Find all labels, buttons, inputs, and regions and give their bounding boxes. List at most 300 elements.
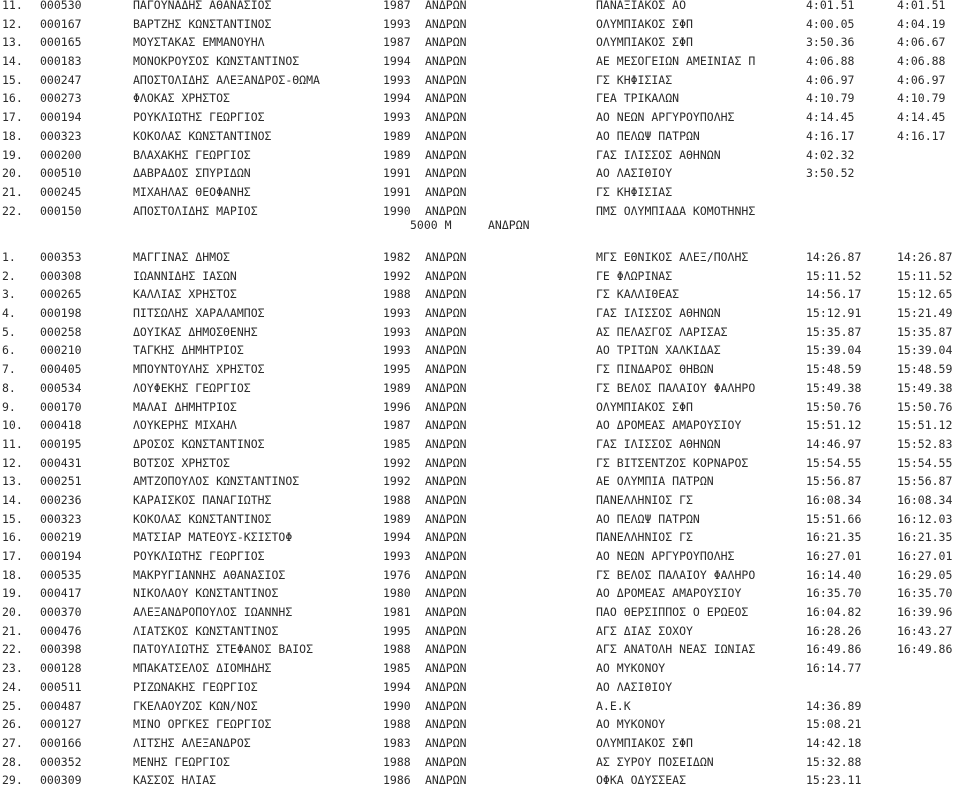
athlete-name: ΛΙΑΤΣΚΟΣ ΚΩΝΣΤΑΝΤΙΝΟΣ <box>133 623 279 638</box>
result-row <box>0 127 960 146</box>
athlete-code: 000309 <box>40 773 82 788</box>
athlete-name: ΜΟΥΣΤΑΚΑΣ ΕΜΜΑΝΟΥΗΛ <box>133 35 265 50</box>
birth-year: 1992 <box>383 268 411 283</box>
rank: 12. <box>2 16 23 31</box>
birth-year: 1989 <box>383 511 411 526</box>
athlete-name: ΔΡΟΣΟΣ ΚΩΝΣΤΑΝΤΙΝΟΣ <box>133 436 265 451</box>
athlete-code: 000398 <box>40 642 82 657</box>
athlete-code: 000308 <box>40 268 82 283</box>
athlete-name: ΒΑΡΤΖΗΣ ΚΩΝΣΤΑΝΤΙΝΟΣ <box>133 16 272 31</box>
athlete-code: 000170 <box>40 399 82 414</box>
result-row <box>0 566 960 585</box>
seed-time: 4:06.97 <box>806 72 855 87</box>
birth-year: 1988 <box>383 642 411 657</box>
seed-time: 14:46.97 <box>806 436 862 451</box>
result-time: 14:26.87 <box>897 250 953 264</box>
club: ΑΟ ΜΥΚΟΝΟΥ <box>596 717 666 732</box>
seed-time: 3:50.52 <box>806 166 855 181</box>
athlete-code: 000353 <box>40 250 82 264</box>
result-time: 16:12.03 <box>897 511 953 526</box>
seed-time: 16:08.34 <box>806 492 862 507</box>
category: ΑΝΔΡΩΝ <box>425 0 467 12</box>
club: ΑΕ ΜΕΣΟΓΕΙΩΝ ΑΜΕΙΝΙΑΣ Π <box>596 54 756 69</box>
athlete-code: 000535 <box>40 567 82 582</box>
result-time: 15:51.12 <box>897 418 953 433</box>
athlete-name: ΔΟΥΙΚΑΣ ΔΗΜΟΣΘΕΝΗΣ <box>133 324 258 339</box>
seed-time: 16:04.82 <box>806 605 862 620</box>
result-time: 4:16.17 <box>897 128 946 143</box>
result-row <box>0 398 960 417</box>
seed-time: 14:26.87 <box>806 250 862 264</box>
results-list-top <box>0 0 960 220</box>
athlete-code: 000150 <box>40 203 82 218</box>
athlete-code: 000195 <box>40 436 82 451</box>
result-time: 15:56.87 <box>897 474 953 489</box>
category: ΑΝΔΡΩΝ <box>425 250 467 264</box>
athlete-name: ΑΜΤΖΟΠΟΥΛΟΣ ΚΩΝΣΤΑΝΤΙΝΟΣ <box>133 474 300 489</box>
result-row <box>0 0 960 15</box>
result-row <box>0 183 960 202</box>
club: ΑΟ ΝΕΩΝ ΑΡΓΥΡΟΥΠΟΛΗΣ <box>596 549 735 563</box>
athlete-name: ΠΙΤΣΩΛΗΣ ΧΑΡΑΛΑΜΠΟΣ <box>133 306 265 321</box>
athlete-name: ΜΙΝΟ ΟΡΓΚΕΣ ΓΕΩΡΓΙΟΣ <box>133 717 272 732</box>
club: ΓΣ ΚΗΦΙΣΙΑΣ <box>596 184 673 199</box>
result-row <box>0 323 960 342</box>
rank: 8. <box>2 380 16 395</box>
rank: 11. <box>2 0 23 12</box>
result-time: 15:52.83 <box>897 436 953 451</box>
seed-time: 14:42.18 <box>806 735 862 750</box>
rank: 11. <box>2 436 23 451</box>
result-row <box>0 528 960 547</box>
category: ΑΝΔΡΩΝ <box>425 268 467 283</box>
rank: 15. <box>2 72 23 87</box>
result-time: 4:14.45 <box>897 110 946 125</box>
category: ΑΝΔΡΩΝ <box>425 698 467 713</box>
athlete-name: ΜΑΓΓΙΝΑΣ ΔΗΜΟΣ <box>133 250 230 264</box>
seed-time: 15:08.21 <box>806 717 862 732</box>
rank: 29. <box>2 773 23 788</box>
athlete-name: ΜΙΧΑΗΛΑΣ ΘΕΟΦΑΝΗΣ <box>133 184 251 199</box>
result-row <box>0 622 960 641</box>
seed-time: 4:16.17 <box>806 128 855 143</box>
category: ΑΝΔΡΩΝ <box>425 623 467 638</box>
birth-year: 1980 <box>383 586 411 601</box>
birth-year: 1993 <box>383 549 411 563</box>
result-row <box>0 510 960 529</box>
seed-time: 15:54.55 <box>806 455 862 470</box>
result-time: 4:01.51 <box>897 0 946 12</box>
athlete-code: 000128 <box>40 661 82 676</box>
category: ΑΝΔΡΩΝ <box>425 72 467 87</box>
club: ΟΛΥΜΠΙΑΚΟΣ ΣΦΠ <box>596 399 693 414</box>
result-row <box>0 360 960 379</box>
result-time: 15:49.38 <box>897 380 953 395</box>
birth-year: 1989 <box>383 128 411 143</box>
athlete-name: ΡΙΖΩΝΑΚΗΣ ΓΕΩΡΓΙΟΣ <box>133 679 258 694</box>
birth-year: 1988 <box>383 717 411 732</box>
athlete-name: ΜΑΛΑΙ ΔΗΜΗΤΡΙΟΣ <box>133 399 237 414</box>
section-category: ΑΝΔΡΩΝ <box>488 218 530 232</box>
seed-time: 15:23.11 <box>806 773 862 788</box>
athlete-code: 000405 <box>40 362 82 377</box>
athlete-code: 000194 <box>40 110 82 125</box>
result-row <box>0 753 960 772</box>
category: ΑΝΔΡΩΝ <box>425 717 467 732</box>
result-time: 15:48.59 <box>897 362 953 377</box>
athlete-name: ΜΟΝΟΚΡΟΥΣΟΣ ΚΩΝΣΤΑΝΤΙΝΟΣ <box>133 54 300 69</box>
result-time: 16:29.05 <box>897 567 953 582</box>
result-row <box>0 108 960 127</box>
athlete-name: ΤΑΓΚΗΣ ΔΗΜΗΤΡΙΟΣ <box>133 343 244 358</box>
section-distance: 5000 Μ <box>410 218 452 232</box>
athlete-name: ΒΟΤΣΟΣ ΧΡΗΣΤΟΣ <box>133 455 230 470</box>
athlete-name: ΑΠΟΣΤΟΛΙΔΗΣ ΜΑΡΙΟΣ <box>133 203 258 218</box>
result-time: 4:06.88 <box>897 54 946 69</box>
result-row <box>0 146 960 165</box>
club: ΠΜΣ ΟΛΥΜΠΙΑΔΑ ΚΟΜΟΤΗΝΗΣ <box>596 203 756 218</box>
result-time: 16:39.96 <box>897 605 953 620</box>
result-time: 15:11.52 <box>897 268 953 283</box>
rank: 16. <box>2 91 23 106</box>
category: ΑΝΔΡΩΝ <box>425 474 467 489</box>
rank: 18. <box>2 567 23 582</box>
seed-time: 4:06.88 <box>806 54 855 69</box>
athlete-code: 000165 <box>40 35 82 50</box>
birth-year: 1985 <box>383 661 411 676</box>
category: ΑΝΔΡΩΝ <box>425 203 467 218</box>
seed-time: 16:14.77 <box>806 661 862 676</box>
club: ΑΟ ΔΡΟΜΕΑΣ ΑΜΑΡΟΥΣΙΟΥ <box>596 418 742 433</box>
category: ΑΝΔΡΩΝ <box>425 586 467 601</box>
result-row <box>0 491 960 510</box>
result-row <box>0 454 960 473</box>
athlete-code: 000487 <box>40 698 82 713</box>
athlete-code: 000247 <box>40 72 82 87</box>
result-row <box>0 584 960 603</box>
club: Α.Ε.Κ <box>596 698 631 713</box>
club: ΑΟ ΔΡΟΜΕΑΣ ΑΜΑΡΟΥΣΙΟΥ <box>596 586 742 601</box>
rank: 17. <box>2 110 23 125</box>
athlete-name: ΙΩΑΝΝΙΔΗΣ ΙΑΣΩΝ <box>133 268 237 283</box>
club: ΓΣ ΒΕΛΟΣ ΠΑΛΑΙΟΥ ΦΑΛΗΡΟ <box>596 380 756 395</box>
section-heading <box>0 215 960 235</box>
club: ΑΟ ΤΡΙΤΩΝ ΧΑΛΚΙΔΑΣ <box>596 343 721 358</box>
club: ΠΑΝΑΞΙΑΚΟΣ ΑΟ <box>596 0 687 12</box>
result-time: 4:06.97 <box>897 72 946 87</box>
birth-year: 1990 <box>383 698 411 713</box>
seed-time: 16:21.35 <box>806 530 862 545</box>
rank: 25. <box>2 698 23 713</box>
birth-year: 1996 <box>383 399 411 414</box>
athlete-name: ΓΚΕΛΑΟΥΖΟΣ ΚΩΝ/ΝΟΣ <box>133 698 258 713</box>
rank: 2. <box>2 268 16 283</box>
seed-time: 15:12.91 <box>806 306 862 321</box>
result-time: 16:43.27 <box>897 623 953 638</box>
club: ΟΦΚΑ ΟΔΥΣΣΕΑΣ <box>596 773 687 788</box>
club: ΠΑΝΕΛΛΗΝΙΟΣ ΓΣ <box>596 530 693 545</box>
category: ΑΝΔΡΩΝ <box>425 455 467 470</box>
seed-time: 15:39.04 <box>806 343 862 358</box>
result-row <box>0 472 960 491</box>
club: ΑΕ ΟΛΥΜΠΙΑ ΠΑΤΡΩΝ <box>596 474 714 489</box>
results-list-5000m <box>0 248 960 790</box>
athlete-code: 000323 <box>40 511 82 526</box>
rank: 27. <box>2 735 23 750</box>
athlete-code: 000418 <box>40 418 82 433</box>
athlete-code: 000194 <box>40 549 82 563</box>
result-row <box>0 304 960 323</box>
birth-year: 1982 <box>383 250 411 264</box>
club: ΟΛΥΜΠΙΑΚΟΣ ΣΦΠ <box>596 35 693 50</box>
rank: 23. <box>2 661 23 676</box>
rank: 20. <box>2 605 23 620</box>
seed-time: 4:00.05 <box>806 16 855 31</box>
category: ΑΝΔΡΩΝ <box>425 567 467 582</box>
athlete-name: ΜΠΟΥΝΤΟΥΛΗΣ ΧΡΗΣΤΟΣ <box>133 362 265 377</box>
athlete-code: 000251 <box>40 474 82 489</box>
athlete-name: ΡΟΥΚΛΙΩΤΗΣ ΓΕΩΡΓΙΟΣ <box>133 549 265 563</box>
rank: 14. <box>2 54 23 69</box>
birth-year: 1989 <box>383 380 411 395</box>
club: ΟΛΥΜΠΙΑΚΟΣ ΣΦΠ <box>596 735 693 750</box>
rank: 19. <box>2 586 23 601</box>
result-row <box>0 771 960 790</box>
rank: 9. <box>2 399 16 414</box>
athlete-name: ΑΠΟΣΤΟΛΙΔΗΣ ΑΛΕΞΑΝΔΡΟΣ-ΘΩΜΑ <box>133 72 320 87</box>
athlete-name: ΛΙΤΣΗΣ ΑΛΕΞΑΝΔΡΟΣ <box>133 735 251 750</box>
athlete-name: ΚΟΚΟΛΑΣ ΚΩΝΣΤΑΝΤΙΝΟΣ <box>133 511 272 526</box>
category: ΑΝΔΡΩΝ <box>425 399 467 414</box>
athlete-code: 000370 <box>40 605 82 620</box>
category: ΑΝΔΡΩΝ <box>425 166 467 181</box>
rank: 7. <box>2 362 16 377</box>
athlete-code: 000219 <box>40 530 82 545</box>
athlete-code: 000200 <box>40 147 82 162</box>
athlete-code: 000127 <box>40 717 82 732</box>
seed-time: 16:14.40 <box>806 567 862 582</box>
club: ΑΟ ΠΕΛΩΨ ΠΑΤΡΩΝ <box>596 128 700 143</box>
seed-time: 15:50.76 <box>806 399 862 414</box>
club: ΠΑΝΕΛΛΗΝΙΟΣ ΓΣ <box>596 492 693 507</box>
seed-time: 15:48.59 <box>806 362 862 377</box>
category: ΑΝΔΡΩΝ <box>425 54 467 69</box>
club: ΓΕΑ ΤΡΙΚΑΛΩΝ <box>596 91 680 106</box>
result-time: 15:35.87 <box>897 324 953 339</box>
club: ΜΓΣ ΕΘΝΙΚΟΣ ΑΛΕΞ/ΠΟΛΗΣ <box>596 250 749 264</box>
club: ΑΟ ΛΑΣΙΘΙΟΥ <box>596 679 673 694</box>
athlete-name: ΛΟΥΦΕΚΗΣ ΓΕΩΡΓΙΟΣ <box>133 380 251 395</box>
category: ΑΝΔΡΩΝ <box>425 661 467 676</box>
result-time: 16:27.01 <box>897 549 953 563</box>
category: ΑΝΔΡΩΝ <box>425 287 467 302</box>
category: ΑΝΔΡΩΝ <box>425 642 467 657</box>
category: ΑΝΔΡΩΝ <box>425 343 467 358</box>
seed-time: 14:36.89 <box>806 698 862 713</box>
rank: 20. <box>2 166 23 181</box>
rank: 15. <box>2 511 23 526</box>
category: ΑΝΔΡΩΝ <box>425 735 467 750</box>
result-time: 4:06.67 <box>897 35 946 50</box>
birth-year: 1991 <box>383 166 411 181</box>
category: ΑΝΔΡΩΝ <box>425 306 467 321</box>
athlete-name: ΝΙΚΟΛΑΟΥ ΚΩΝΣΤΑΝΤΙΝΟΣ <box>133 586 279 601</box>
rank: 5. <box>2 324 16 339</box>
rank: 1. <box>2 250 16 264</box>
result-row <box>0 416 960 435</box>
birth-year: 1994 <box>383 54 411 69</box>
club: ΑΟ ΛΑΣΙΘΙΟΥ <box>596 166 673 181</box>
birth-year: 1990 <box>383 203 411 218</box>
birth-year: 1992 <box>383 455 411 470</box>
result-row <box>0 164 960 183</box>
athlete-name: ΔΑΒΡΑΔΟΣ ΣΠΥΡΙΔΩΝ <box>133 166 251 181</box>
club: ΟΛΥΜΠΙΑΚΟΣ ΣΦΠ <box>596 16 693 31</box>
birth-year: 1994 <box>383 91 411 106</box>
birth-year: 1987 <box>383 35 411 50</box>
seed-time: 4:10.79 <box>806 91 855 106</box>
category: ΑΝΔΡΩΝ <box>425 754 467 769</box>
rank: 18. <box>2 128 23 143</box>
result-time: 15:39.04 <box>897 343 953 358</box>
category: ΑΝΔΡΩΝ <box>425 773 467 788</box>
athlete-code: 000534 <box>40 380 82 395</box>
rank: 6. <box>2 343 16 358</box>
category: ΑΝΔΡΩΝ <box>425 362 467 377</box>
club: ΑΓΣ ΔΙΑΣ ΣΟΧΟΥ <box>596 623 693 638</box>
result-time: 15:54.55 <box>897 455 953 470</box>
birth-year: 1988 <box>383 287 411 302</box>
rank: 24. <box>2 679 23 694</box>
rank: 14. <box>2 492 23 507</box>
athlete-code: 000210 <box>40 343 82 358</box>
birth-year: 1993 <box>383 306 411 321</box>
category: ΑΝΔΡΩΝ <box>425 418 467 433</box>
seed-time: 15:56.87 <box>806 474 862 489</box>
result-row <box>0 379 960 398</box>
rank: 21. <box>2 623 23 638</box>
club: ΠΑΟ ΘΕΡΣΙΠΠΟΣ Ο ΕΡΩΕΟΣ <box>596 605 749 620</box>
birth-year: 1993 <box>383 110 411 125</box>
athlete-name: ΒΛΑΧΑΚΗΣ ΓΕΩΡΓΙΟΣ <box>133 147 251 162</box>
category: ΑΝΔΡΩΝ <box>425 492 467 507</box>
birth-year: 1988 <box>383 754 411 769</box>
result-row <box>0 248 960 267</box>
seed-time: 4:02.32 <box>806 147 855 162</box>
category: ΑΝΔΡΩΝ <box>425 511 467 526</box>
result-row <box>0 71 960 90</box>
result-time: 4:10.79 <box>897 91 946 106</box>
athlete-code: 000245 <box>40 184 82 199</box>
rank: 3. <box>2 287 16 302</box>
athlete-name: ΚΟΚΟΛΑΣ ΚΩΝΣΤΑΝΤΙΝΟΣ <box>133 128 272 143</box>
club: ΑΟ ΝΕΩΝ ΑΡΓΥΡΟΥΠΟΛΗΣ <box>596 110 735 125</box>
birth-year: 1992 <box>383 474 411 489</box>
club: ΓΣ ΠΙΝΔΑΡΟΣ ΘΗΒΩΝ <box>596 362 714 377</box>
athlete-name: ΜΠΑΚΑΤΣΕΛΟΣ ΔΙΟΜΗΔΗΣ <box>133 661 272 676</box>
athlete-name: ΠΑΓΟΥΝΑΔΗΣ ΑΘΑΝΑΣΙΟΣ <box>133 0 272 12</box>
birth-year: 1989 <box>383 147 411 162</box>
result-row <box>0 285 960 304</box>
athlete-code: 000258 <box>40 324 82 339</box>
club: ΑΟ ΠΕΛΩΨ ΠΑΤΡΩΝ <box>596 511 700 526</box>
athlete-name: ΜΕΝΗΣ ΓΕΩΡΓΙΟΣ <box>133 754 230 769</box>
birth-year: 1993 <box>383 16 411 31</box>
seed-time: 4:14.45 <box>806 110 855 125</box>
seed-time: 16:27.01 <box>806 549 862 563</box>
birth-year: 1993 <box>383 72 411 87</box>
birth-year: 1987 <box>383 418 411 433</box>
category: ΑΝΔΡΩΝ <box>425 16 467 31</box>
club: ΓΣ ΚΗΦΙΣΙΑΣ <box>596 72 673 87</box>
birth-year: 1983 <box>383 735 411 750</box>
category: ΑΝΔΡΩΝ <box>425 605 467 620</box>
club: ΑΟ ΜΥΚΟΝΟΥ <box>596 661 666 676</box>
birth-year: 1991 <box>383 184 411 199</box>
athlete-code: 000198 <box>40 306 82 321</box>
club: ΑΣ ΣΥΡΟΥ ΠΟΣΕΙΔΩΝ <box>596 754 714 769</box>
club: ΓΣ ΒΕΛΟΣ ΠΑΛΑΙΟΥ ΦΑΛΗΡΟ <box>596 567 756 582</box>
birth-year: 1995 <box>383 623 411 638</box>
category: ΑΝΔΡΩΝ <box>425 380 467 395</box>
birth-year: 1986 <box>383 773 411 788</box>
birth-year: 1993 <box>383 343 411 358</box>
athlete-name: ΛΟΥΚΕΡΗΣ ΜΙΧΑΗΛ <box>133 418 237 433</box>
category: ΑΝΔΡΩΝ <box>425 324 467 339</box>
result-row <box>0 341 960 360</box>
result-row <box>0 267 960 286</box>
category: ΑΝΔΡΩΝ <box>425 110 467 125</box>
athlete-code: 000265 <box>40 287 82 302</box>
result-time: 15:12.65 <box>897 287 953 302</box>
athlete-code: 000511 <box>40 679 82 694</box>
club: ΑΓΣ ΑΝΑΤΟΛΗ ΝΕΑΣ ΙΩΝΙΑΣ <box>596 642 756 657</box>
result-row <box>0 52 960 71</box>
result-time: 16:49.86 <box>897 642 953 657</box>
athlete-name: ΠΑΤΟΥΛΙΩΤΗΣ ΣΤΕΦΑΝΟΣ ΒΑΙΟΣ <box>133 642 314 657</box>
athlete-name: ΦΛΟΚΑΣ ΧΡΗΣΤΟΣ <box>133 91 230 106</box>
birth-year: 1987 <box>383 0 411 12</box>
athlete-code: 000323 <box>40 128 82 143</box>
seed-time: 3:50.36 <box>806 35 855 50</box>
seed-time: 16:35.70 <box>806 586 862 601</box>
category: ΑΝΔΡΩΝ <box>425 128 467 143</box>
category: ΑΝΔΡΩΝ <box>425 530 467 545</box>
result-time: 4:04.19 <box>897 16 946 31</box>
seed-time: 4:01.51 <box>806 0 855 12</box>
club: ΓΑΣ ΙΛΙΣΣΟΣ ΑΘΗΝΩΝ <box>596 306 721 321</box>
club: ΑΣ ΠΕΛΑΣΓΟΣ ΛΑΡΙΣΑΣ <box>596 324 728 339</box>
seed-time: 15:49.38 <box>806 380 862 395</box>
rank: 4. <box>2 306 16 321</box>
result-time: 16:35.70 <box>897 586 953 601</box>
athlete-code: 000510 <box>40 166 82 181</box>
rank: 22. <box>2 203 23 218</box>
result-row <box>0 734 960 753</box>
birth-year: 1976 <box>383 567 411 582</box>
birth-year: 1993 <box>383 324 411 339</box>
athlete-code: 000167 <box>40 16 82 31</box>
seed-time: 15:51.12 <box>806 418 862 433</box>
club: ΓΣ ΒΙΤΣΕΝΤΖΟΣ ΚΟΡΝΑΡΟΣ <box>596 455 749 470</box>
athlete-code: 000183 <box>40 54 82 69</box>
result-time: 15:50.76 <box>897 399 953 414</box>
athlete-name: ΑΛΕΞΑΝΔΡΟΠΟΥΛΟΣ ΙΩΑΝΝΗΣ <box>133 605 293 620</box>
club: ΓΑΣ ΙΛΙΣΣΟΣ ΑΘΗΝΩΝ <box>596 147 721 162</box>
result-row <box>0 640 960 659</box>
seed-time: 15:11.52 <box>806 268 862 283</box>
category: ΑΝΔΡΩΝ <box>425 184 467 199</box>
